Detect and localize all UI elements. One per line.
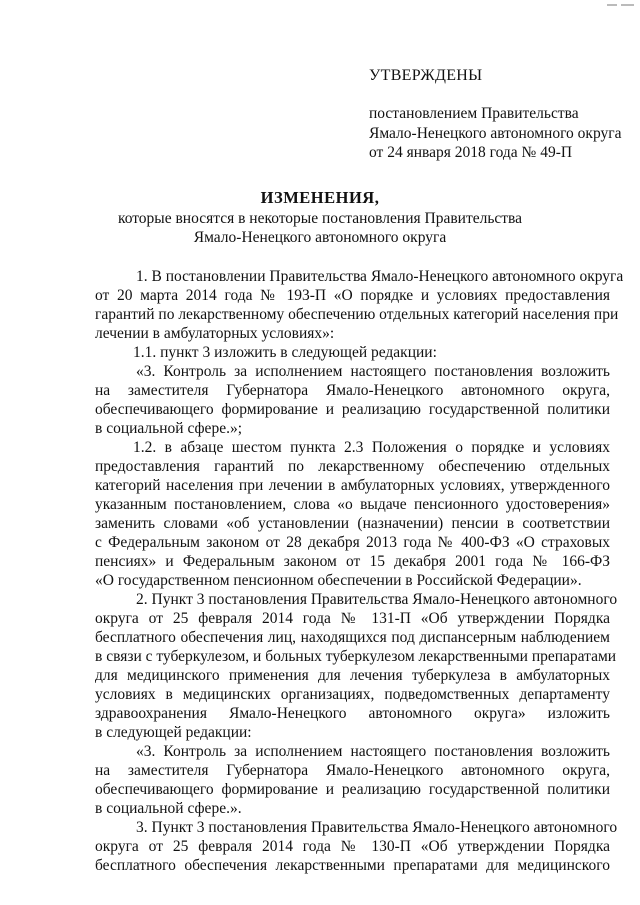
body-text-line: в связи с туберкулезом, и больных туберкулезом лекарственными препаратами [95,648,617,665]
body-text-line: бесплатного обеспечения лиц, находящихся под диспансерным наблюдением [95,629,610,646]
body-text-line: бесплатного обеспечения лекарственными препаратами для медицинского [95,857,610,874]
body-text-line: в социальной сфере.». [95,800,242,817]
body-text-line: округа от 25 февраля 2014 года № 131-П «Об утверждении Порядка [95,610,610,627]
body-text-line: 2. Пункт 3 постановления Правительства Ямало-Ненецкого автономного [136,591,618,608]
body-text-line: лечении в амбулаторных условиях»: [95,325,335,342]
body-text-line: предоставления гарантий по лекарственному обеспечению отдельных [95,458,610,475]
body-text-line: от 20 марта 2014 года № 193-П «О порядке и условиях предоставления [95,287,610,304]
body-text-line: в следующей редакции: [95,724,252,741]
body-text-line: на заместителя Губернатора Ямало-Ненецкого автономного округа, [95,762,610,779]
body-text-line: обеспечивающего формирование и реализацию государственной политики [95,781,610,798]
body-text-line: на заместителя Губернатора Ямало-Ненецкого автономного округа, [95,382,610,399]
body-text-line: 3. Пункт 3 постановления Правительства Ямало-Ненецкого автономного [136,819,618,836]
body-text-line: «О государственном пенсионном обеспечении в Российской Федерации». [95,572,582,589]
body-text-line: 1.2. в абзаце шестом пункта 2.3 Положения о порядке и условиях [133,439,610,456]
body-text-line: 1. В постановлении Правительства Ямало-Ненецкого автономного округа [136,268,624,285]
approved-heading: УТВЕРЖДЕНЫ [369,67,483,84]
approval-reference [369,104,621,163]
body-text-line: пенсиях» и Федеральным законом от 15 декабря 2001 года № 166-ФЗ [95,553,610,570]
body-text-line: условиях в медицинских организациях, подведомственных департаменту [95,686,610,703]
body-text-line: «3. Контроль за исполнением настоящего постановления возложить [136,743,610,760]
body-text-line: заменить словами «об установлении (назначении) пенсии в соответствии [95,515,610,532]
body-text-line: округа от 25 февраля 2014 года № 130-П «Об утверждении Порядка [95,838,610,855]
approval-line: постановлением Правительства [369,105,579,122]
subtitle-line: Ямало-Ненецкого автономного округа [193,229,447,246]
body-text-line: для медицинского применения для лечения туберкулеза в амбулаторных [95,667,610,684]
body-text-line: здравоохранения Ямало-Ненецкого автономного округа» изложить [95,705,610,722]
document-title: ИЗМЕНЕНИЯ, [260,188,380,207]
document-subtitle [0,209,640,247]
body-text-line: «3. Контроль за исполнением настоящего постановления возложить [136,363,610,380]
approval-line: Ямало-Ненецкого автономного округа [369,124,622,142]
approval-line: от 24 января 2018 года № 49-П [369,144,573,161]
body-text-line: категорий населения при лечении в амбулаторных условиях, утвержденного [95,477,610,494]
body-text-line: обеспечивающего формирование и реализацию государственной политики [95,401,610,418]
subtitle-line: которые вносятся в некоторые постановления Правительства [117,210,523,227]
body-text-line: с Федеральным законом от 28 декабря 2013 года № 400-ФЗ «О страховых [95,534,610,551]
body-text-line: указанным постановлением, слова «о выдаче пенсионного удостоверения» [95,496,610,513]
body-text-line: в социальной сфере.»; [95,420,243,437]
body-text-line: 1.1. пункт 3 изложить в следующей редакции: [133,344,437,361]
body-text-line: гарантий по лекарственному обеспечению отдельных категорий населения при [95,306,619,323]
document-body [95,267,624,875]
scan-mark-decoration [607,2,635,8]
